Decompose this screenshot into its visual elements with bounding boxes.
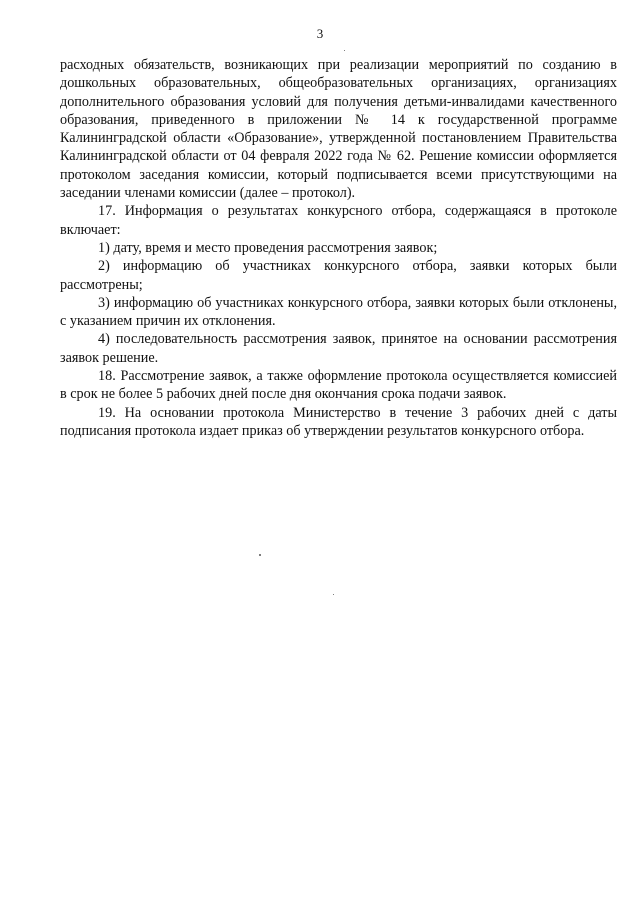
scan-speck xyxy=(344,50,345,51)
paragraph-17: 17. Информация о результатах конкурсного отбора, содержащаяся в протоколе включает: xyxy=(60,203,617,238)
page-number: 3 xyxy=(316,26,324,41)
paragraph-continuation: расходных обязательств, возникающих при реализации мероприятий по созданию в дошкольных образовательных, общеобразовательных организациях, организациях дополнительного образования условий для получения детьми-инвалидами качественного образования, приведенного в приложении № 14 к государственной программе Калининградской области «Образование», утвержденной постановлением Правительства Калининградской области от 04 февраля 2022 года № 62. Решение комиссии оформляется протоколом заседания комиссии, который подписывается всеми присутствующими на заседании членами комиссии (далее – протокол). xyxy=(60,57,617,202)
paragraph-19: 19. На основании протокола Министерство в течение 3 рабочих дней с даты подписания протокола издает приказ об утверждении результатов конкурсного отбора. xyxy=(60,404,617,439)
paragraph-18: 18. Рассмотрение заявок, а также оформление протокола осуществляется комиссией в срок не более 5 рабочих дней после дня окончания срока подачи заявок. xyxy=(60,368,617,403)
list-item-4: 4) последовательность рассмотрения заявок, принятое на основании рассмотрения заявок решение. xyxy=(60,331,617,366)
document-body xyxy=(60,56,617,440)
list-item-1: 1) дату, время и место проведения рассмотрения заявок; xyxy=(98,239,438,256)
scan-speck xyxy=(333,594,334,595)
scan-speck xyxy=(259,554,261,556)
list-item-3: 3) информацию об участниках конкурсного отбора, заявки которых были отклонены, с указанием причин их отклонения. xyxy=(60,294,617,330)
list-item-2: 2) информацию об участниках конкурсного отбора, заявки которых были рассмотрены; xyxy=(60,258,617,293)
